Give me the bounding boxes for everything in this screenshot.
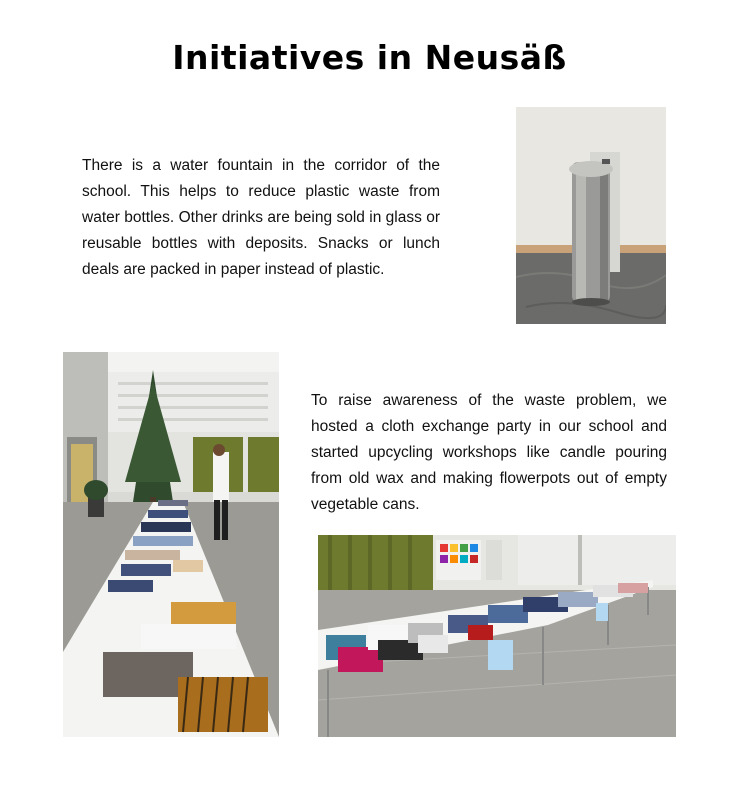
cloth-exchange-paragraph: To raise awareness of the waste problem, we hosted a cloth exchange party in our school and started upcycling workshops like candle pouring from old wax and making flowerpots out of empty vegetable cans.	[311, 391, 667, 514]
water-fountain-photo	[516, 107, 666, 324]
cloth-exchange-photo	[63, 352, 279, 737]
clothes-table-photo	[318, 535, 676, 737]
page-title: Initiatives in Neusäß	[172, 38, 567, 77]
water-fountain-paragraph: There is a water fountain in the corridor of the school. This helps to reduce plastic waste from water bottles. Other drinks are being sold in glass or reusable bottles with deposits. Snacks or lunch deals are packed in paper instead of plastic.	[82, 156, 440, 279]
